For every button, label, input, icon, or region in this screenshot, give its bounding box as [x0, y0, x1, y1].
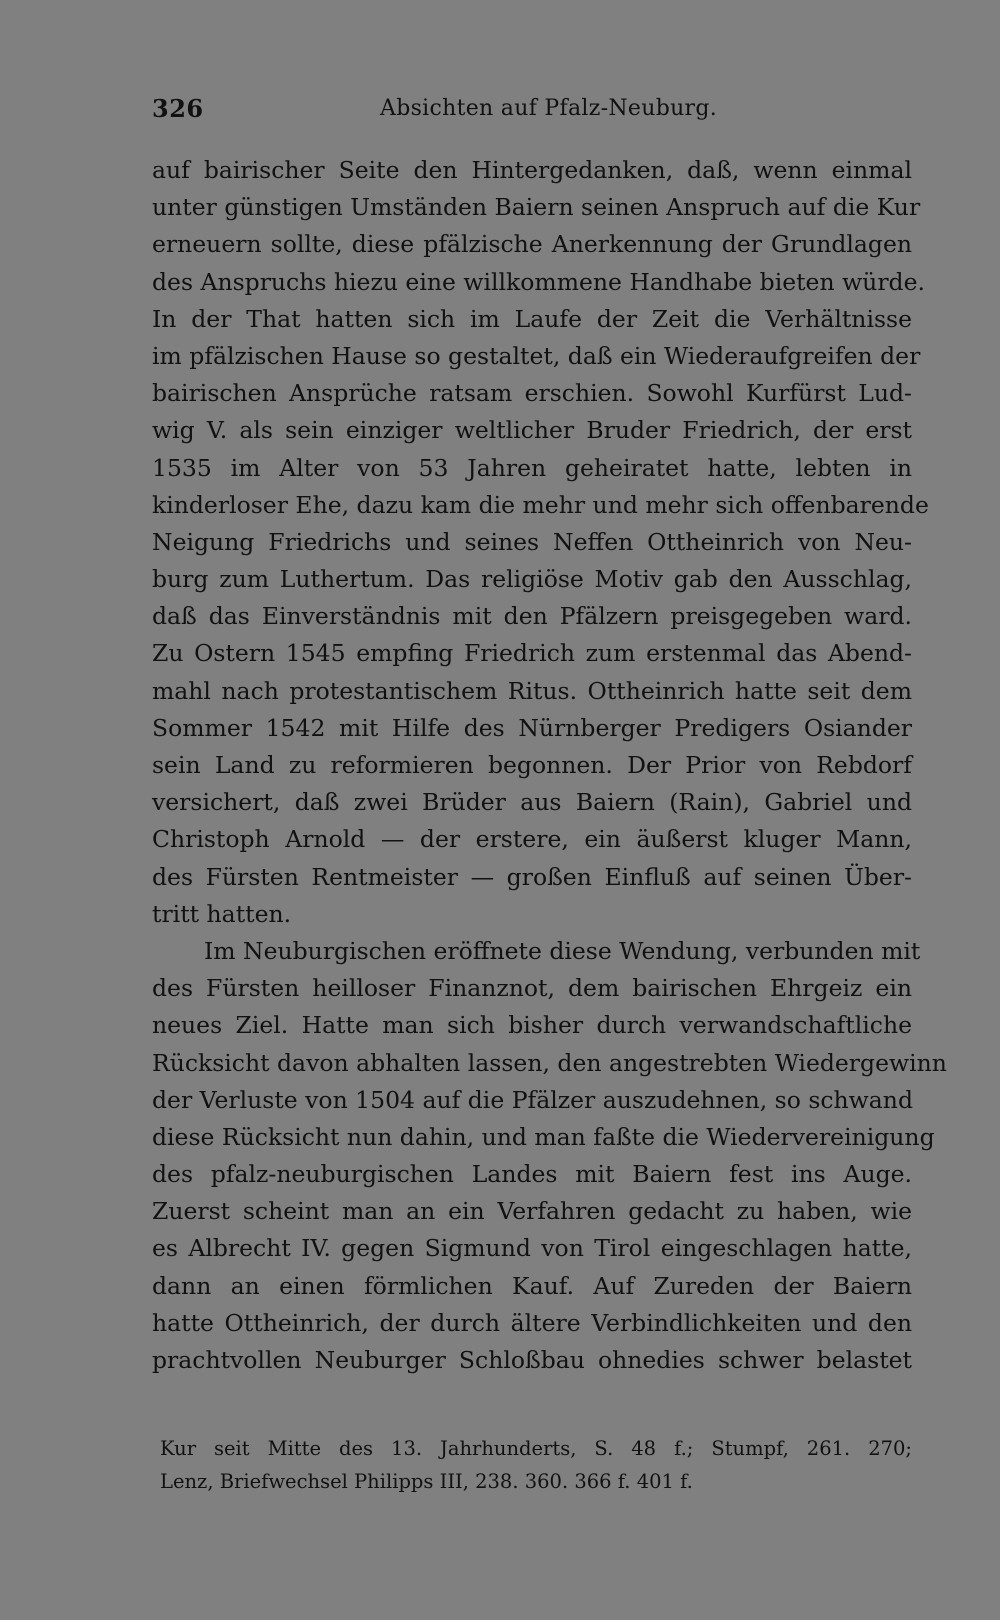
text-line: im pfälzischen Hause so gestaltet, daß ein Wiederaufgreifen der [152, 341, 921, 370]
text-line: Christoph Arnold — der erstere, ein äußerst kluger Mann, [152, 825, 912, 854]
text-line: Rücksicht davon abhalten lassen, den angestrebten Wiedergewinn [152, 1048, 947, 1077]
text-line: des Fürsten heilloser Finanznot, dem bairischen Ehrgeiz ein [152, 974, 912, 1003]
footnote-line: Kur seit Mitte des 13. Jahrhunderts, S. 48 f.; Stumpf, 261. 270; [160, 1437, 912, 1460]
text-line: Sommer 1542 mit Hilfe des Nürnberger Predigers Osiander [152, 713, 912, 742]
paragraph-2 [152, 933, 947, 1379]
text-line: mahl nach protestantischem Ritus. Ottheinrich hatte seit dem [152, 676, 912, 705]
page-header [152, 94, 912, 130]
running-head: Absichten auf Pfalz-Neuburg. [380, 96, 718, 121]
footnote-line: Lenz, Briefwechsel Philipps III, 238. 360. 366 f. 401 f. [160, 1470, 693, 1493]
text-line: burg zum Luthertum. Das religiöse Motiv gab den Ausschlag, [152, 565, 912, 594]
text-line: Neigung Friedrichs und seines Neffen Ottheinrich von Neu- [152, 527, 912, 556]
text-line: sein Land zu reformieren begonnen. Der Prior von Rebdorf [152, 751, 912, 779]
text-line: daß das Einverständnis mit den Pfälzern preisgegeben ward. [152, 602, 912, 631]
text-line: dann an einen förmlichen Kauf. Auf Zureden der Baiern [152, 1271, 912, 1300]
text-line: hatte Ottheinrich, der durch ältere Verbindlichkeiten und den [152, 1308, 912, 1337]
text-line: diese Rücksicht nun dahin, und man faßte die Wiedervereinigung [152, 1122, 935, 1151]
text-line: des Anspruchs hiezu eine willkommene Handhabe bieten würde. [152, 267, 925, 296]
text-line: des Fürsten Rentmeister — großen Einfluß auf seinen Über- [152, 862, 912, 891]
text-line: bairischen Ansprüche ratsam erschien. Sowohl Kurfürst Lud- [152, 379, 912, 408]
text-line: der Verluste von 1504 auf die Pfälzer auszudehnen, so schwand [152, 1085, 913, 1114]
text-line: neues Ziel. Hatte man sich bisher durch verwandschaftliche [152, 1011, 912, 1040]
text-line: 1535 im Alter von 53 Jahren geheiratet hatte, lebten in [152, 453, 912, 482]
paragraph-1 [152, 152, 929, 933]
text-line: erneuern sollte, diese pfälzische Anerkennung der Grundlagen [152, 230, 912, 259]
text-line: wig V. als sein einziger weltlicher Bruder Friedrich, der erst [152, 416, 912, 445]
text-line: unter günstigen Umständen Baiern seinen Anspruch auf die Kur [152, 193, 921, 222]
text-line: In der That hatten sich im Laufe der Zeit die Verhältnisse [152, 304, 912, 333]
footnotes [160, 1432, 912, 1498]
text-line: auf bairischer Seite den Hintergedanken, daß, wenn einmal [152, 156, 912, 184]
text-line: des pfalz-neuburgischen Landes mit Baiern fest ins Auge. [152, 1160, 912, 1189]
text-line: Im Neuburgischen eröffnete diese Wendung, verbunden mit [204, 936, 921, 965]
text-line: kinderloser Ehe, dazu kam die mehr und mehr sich offenbarende [152, 490, 929, 519]
text-line: es Albrecht IV. gegen Sigmund von Tirol eingeschlagen hatte, [152, 1234, 912, 1263]
text-line: versichert, daß zwei Brüder aus Baiern (Rain), Gabriel und [152, 788, 912, 817]
text-line: tritt hatten. [152, 899, 292, 928]
text-line: Zu Ostern 1545 empfing Friedrich zum erstenmal das Abend- [152, 639, 912, 668]
text-line: prachtvollen Neuburger Schloßbau ohnedies schwer belastet [152, 1346, 912, 1374]
text-line: Zuerst scheint man an ein Verfahren gedacht zu haben, wie [152, 1197, 912, 1226]
body-text [152, 152, 947, 1379]
page-number: 326 [152, 94, 204, 123]
